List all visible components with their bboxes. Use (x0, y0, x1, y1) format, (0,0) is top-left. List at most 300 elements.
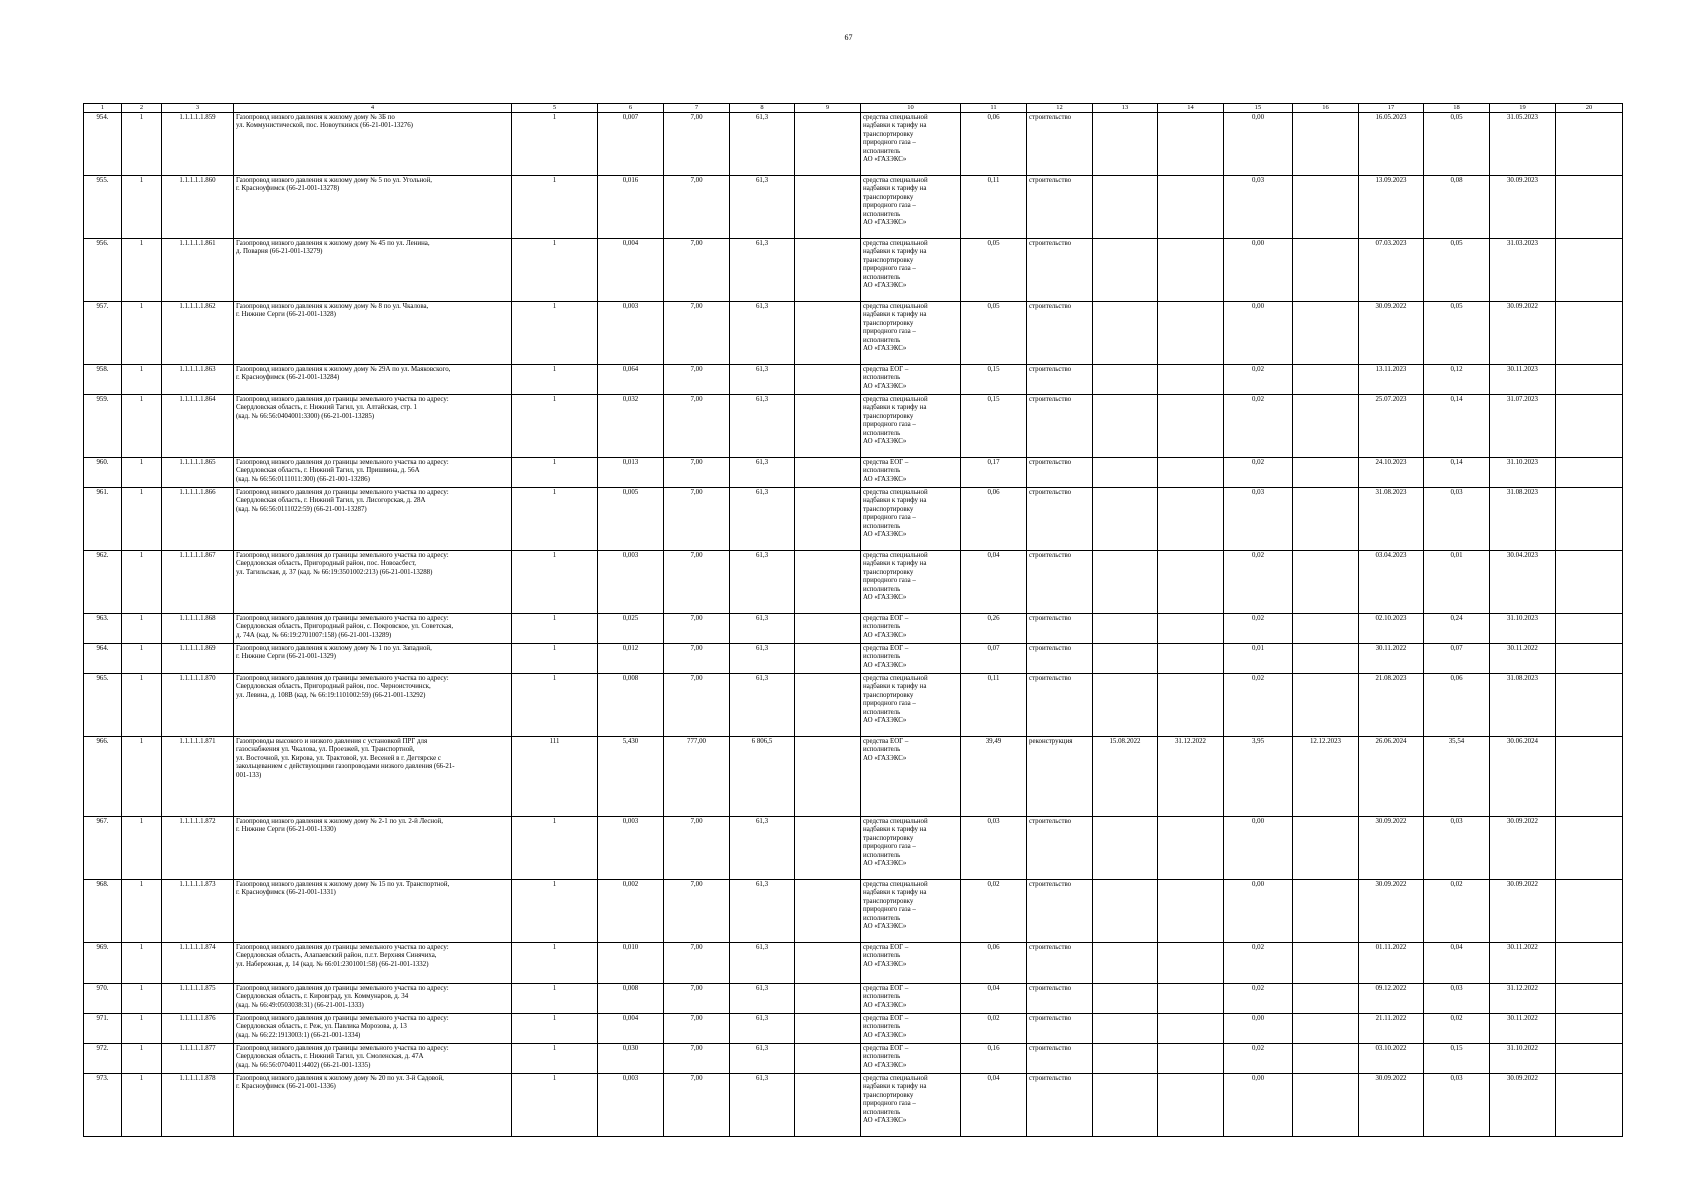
cell-col14 (1158, 551, 1224, 614)
cell-col19: 30.09.2022 (1490, 817, 1556, 880)
cell-col19: 31.08.2023 (1490, 488, 1556, 551)
cell-col16: 12.12.2023 (1293, 737, 1359, 817)
cell-col15: 3,95 (1224, 737, 1293, 817)
table-row (84, 817, 1623, 880)
cell-col14 (1158, 1014, 1224, 1044)
column-header: 1 (84, 104, 122, 113)
cell-col16 (1293, 551, 1359, 614)
work-type: строительство (1027, 880, 1093, 943)
cell-col17: 02.10.2023 (1359, 614, 1424, 644)
table-row (84, 458, 1623, 488)
column-header: 17 (1359, 104, 1424, 113)
cell-col19: 30.09.2022 (1490, 880, 1556, 943)
cell-col6: 0,003 (598, 302, 664, 365)
cell-col15: 0,02 (1224, 943, 1293, 984)
cell-col8: 61,3 (730, 395, 795, 458)
object-code: 1.1.1.1.1.862 (162, 302, 234, 365)
cell-col16 (1293, 984, 1359, 1014)
cell-col13 (1093, 551, 1158, 614)
cell-col6: 0,003 (598, 551, 664, 614)
row-number: 959. (84, 395, 122, 458)
cell-col7: 7,00 (664, 644, 730, 674)
cell-col5: 1 (512, 176, 598, 239)
cell-col19: 31.07.2023 (1490, 395, 1556, 458)
cell-col19: 30.09.2022 (1490, 1074, 1556, 1137)
cell-col5: 1 (512, 644, 598, 674)
cell-col15: 0,02 (1224, 984, 1293, 1014)
cell-col16 (1293, 113, 1359, 176)
column-header: 2 (122, 104, 162, 113)
funding-source: средства ЕОГ – исполнитель АО «ГАЗЭКС» (861, 365, 961, 395)
cell-col14 (1158, 644, 1224, 674)
header-row (84, 104, 1623, 113)
object-name: Газопровод низкого давления к жилому дому № 1 по ул. Западной, г. Нижние Серги (66-21-001-1329) (234, 644, 512, 674)
cell-col17: 03.04.2023 (1359, 551, 1424, 614)
cell-col9 (795, 614, 861, 644)
cell-col11: 0,04 (961, 551, 1027, 614)
object-code: 1.1.1.1.1.863 (162, 365, 234, 395)
cell-col8: 61,3 (730, 458, 795, 488)
cell-col5: 1 (512, 458, 598, 488)
cell-col17: 25.07.2023 (1359, 395, 1424, 458)
row-number: 961. (84, 488, 122, 551)
funding-source: средства ЕОГ – исполнитель АО «ГАЗЭКС» (861, 1014, 961, 1044)
cell-col18: 0,03 (1424, 984, 1490, 1014)
cell-col17: 13.11.2023 (1359, 365, 1424, 395)
row-number: 956. (84, 239, 122, 302)
column-header: 11 (961, 104, 1027, 113)
object-code: 1.1.1.1.1.861 (162, 239, 234, 302)
funding-source: средства специальной надбавки к тарифу на транспортировку природного газа – исполнитель АО «ГАЗЭКС» (861, 488, 961, 551)
cell-col19: 31.12.2022 (1490, 984, 1556, 1014)
cell-col14 (1158, 674, 1224, 737)
table-row (84, 113, 1623, 176)
cell-col13 (1093, 1014, 1158, 1044)
cell-col8: 61,3 (730, 176, 795, 239)
cell-col5: 1 (512, 239, 598, 302)
work-type: строительство (1027, 614, 1093, 644)
cell-col14 (1158, 614, 1224, 644)
cell-col7: 7,00 (664, 113, 730, 176)
work-type: строительство (1027, 113, 1093, 176)
object-name: Газопровод низкого давления к жилому дому № 3Б по ул. Коммунистической, пос. Новоуткинск (66-21-001-13276) (234, 113, 512, 176)
funding-source: средства специальной надбавки к тарифу на транспортировку природного газа – исполнитель АО «ГАЗЭКС» (861, 817, 961, 880)
work-type: строительство (1027, 984, 1093, 1014)
cell-col11: 0,02 (961, 880, 1027, 943)
cell-col19: 31.05.2023 (1490, 113, 1556, 176)
cell-col7: 7,00 (664, 395, 730, 458)
work-type: строительство (1027, 943, 1093, 984)
cell-col18: 0,15 (1424, 1044, 1490, 1074)
cell-col8: 61,3 (730, 113, 795, 176)
cell-col5: 1 (512, 984, 598, 1014)
row-number: 955. (84, 176, 122, 239)
cell-col9 (795, 395, 861, 458)
cell-col18: 0,12 (1424, 365, 1490, 395)
cell-col11: 0,02 (961, 1014, 1027, 1044)
cell-col9 (795, 1014, 861, 1044)
object-name: Газопровод низкого давления к жилому дому № 20 по ул. 3-й Садовой, г. Красноуфимск (66-21-001-1336) (234, 1074, 512, 1137)
work-type: строительство (1027, 302, 1093, 365)
cell-col11: 39,49 (961, 737, 1027, 817)
cell-col16 (1293, 1014, 1359, 1044)
cell-col15: 0,00 (1224, 1074, 1293, 1137)
object-name: Газопровод низкого давления до границы земельного участка по адресу: Свердловская область, г. Нижний Тагил, ул. Алтайская, стр. 1 (кад. № 66:56:0404001:3300) (66-21-001-13285) (234, 395, 512, 458)
cell-col7: 7,00 (664, 880, 730, 943)
cell-col9 (795, 239, 861, 302)
cell-col9 (795, 113, 861, 176)
cell-col5: 1 (512, 1014, 598, 1044)
cell-col2: 1 (122, 737, 162, 817)
work-type: строительство (1027, 395, 1093, 458)
column-header: 15 (1224, 104, 1293, 113)
cell-col11: 0,11 (961, 176, 1027, 239)
cell-col20 (1556, 984, 1623, 1014)
row-number: 958. (84, 365, 122, 395)
cell-col9 (795, 458, 861, 488)
cell-col18: 0,05 (1424, 302, 1490, 365)
row-number: 971. (84, 1014, 122, 1044)
cell-col9 (795, 302, 861, 365)
row-number: 954. (84, 113, 122, 176)
cell-col20 (1556, 176, 1623, 239)
cell-col20 (1556, 551, 1623, 614)
investment-program-table (83, 103, 1623, 1137)
cell-col2: 1 (122, 943, 162, 984)
cell-col8: 61,3 (730, 984, 795, 1014)
cell-col7: 7,00 (664, 302, 730, 365)
column-header: 20 (1556, 104, 1623, 113)
cell-col2: 1 (122, 1044, 162, 1074)
cell-col18: 0,02 (1424, 1014, 1490, 1044)
cell-col8: 61,3 (730, 488, 795, 551)
object-code: 1.1.1.1.1.859 (162, 113, 234, 176)
table-row (84, 614, 1623, 644)
table-row (84, 1074, 1623, 1137)
cell-col7: 7,00 (664, 458, 730, 488)
table-body (84, 113, 1623, 1137)
cell-col18: 35,54 (1424, 737, 1490, 817)
table-row (84, 302, 1623, 365)
cell-col5: 1 (512, 488, 598, 551)
cell-col18: 0,08 (1424, 176, 1490, 239)
work-type: строительство (1027, 644, 1093, 674)
cell-col2: 1 (122, 551, 162, 614)
cell-col17: 30.09.2022 (1359, 1074, 1424, 1137)
cell-col17: 26.06.2024 (1359, 737, 1424, 817)
cell-col20 (1556, 737, 1623, 817)
cell-col18: 0,03 (1424, 488, 1490, 551)
cell-col5: 1 (512, 551, 598, 614)
funding-source: средства специальной надбавки к тарифу на транспортировку природного газа – исполнитель АО «ГАЗЭКС» (861, 674, 961, 737)
cell-col9 (795, 984, 861, 1014)
table-row (84, 365, 1623, 395)
cell-col19: 30.09.2023 (1490, 176, 1556, 239)
table-row (84, 239, 1623, 302)
cell-col13 (1093, 302, 1158, 365)
cell-col19: 30.11.2022 (1490, 1014, 1556, 1044)
cell-col13 (1093, 644, 1158, 674)
table-row (84, 674, 1623, 737)
cell-col16 (1293, 614, 1359, 644)
object-code: 1.1.1.1.1.871 (162, 737, 234, 817)
cell-col20 (1556, 1014, 1623, 1044)
table-row (84, 880, 1623, 943)
cell-col6: 0,032 (598, 395, 664, 458)
cell-col14 (1158, 113, 1224, 176)
cell-col6: 0,008 (598, 674, 664, 737)
cell-col7: 7,00 (664, 1044, 730, 1074)
cell-col6: 0,012 (598, 644, 664, 674)
cell-col5: 1 (512, 880, 598, 943)
cell-col16 (1293, 943, 1359, 984)
cell-col9 (795, 817, 861, 880)
column-header: 7 (664, 104, 730, 113)
cell-col14 (1158, 984, 1224, 1014)
cell-col11: 0,05 (961, 302, 1027, 365)
cell-col14 (1158, 458, 1224, 488)
cell-col18: 0,01 (1424, 551, 1490, 614)
row-number: 972. (84, 1044, 122, 1074)
cell-col2: 1 (122, 984, 162, 1014)
cell-col18: 0,05 (1424, 113, 1490, 176)
cell-col17: 31.08.2023 (1359, 488, 1424, 551)
cell-col19: 30.04.2023 (1490, 551, 1556, 614)
cell-col16 (1293, 395, 1359, 458)
funding-source: средства ЕОГ – исполнитель АО «ГАЗЭКС» (861, 458, 961, 488)
object-name: Газопровод низкого давления до границы земельного участка по адресу: Свердловская область, Пригородный район, пос. Черноисточинск, ул. Левина, д. 108В (кад. № 66:19:1101002:59) (66-21-001-13292) (234, 674, 512, 737)
cell-col16 (1293, 365, 1359, 395)
cell-col19: 31.10.2023 (1490, 614, 1556, 644)
object-code: 1.1.1.1.1.876 (162, 1014, 234, 1044)
cell-col2: 1 (122, 395, 162, 458)
object-name: Газопровод низкого давления до границы земельного участка по адресу: Свердловская область, Алапаевский район, п.г.т. Верхняя Синячиха, ул. Набережная, д. 14 (кад. № 66:01:2301001:58) (66-21-001-1332) (234, 943, 512, 984)
work-type: реконструкция (1027, 737, 1093, 817)
funding-source: средства ЕОГ – исполнитель АО «ГАЗЭКС» (861, 943, 961, 984)
cell-col9 (795, 737, 861, 817)
cell-col6: 0,002 (598, 880, 664, 943)
cell-col15: 0,00 (1224, 880, 1293, 943)
row-number: 968. (84, 880, 122, 943)
cell-col17: 30.09.2022 (1359, 880, 1424, 943)
cell-col6: 0,007 (598, 113, 664, 176)
cell-col15: 0,02 (1224, 551, 1293, 614)
cell-col19: 30.11.2022 (1490, 644, 1556, 674)
cell-col7: 7,00 (664, 943, 730, 984)
cell-col20 (1556, 113, 1623, 176)
cell-col11: 0,07 (961, 644, 1027, 674)
cell-col13 (1093, 674, 1158, 737)
cell-col2: 1 (122, 239, 162, 302)
cell-col19: 31.08.2023 (1490, 674, 1556, 737)
cell-col6: 0,003 (598, 1074, 664, 1137)
row-number: 970. (84, 984, 122, 1014)
cell-col2: 1 (122, 1014, 162, 1044)
row-number: 973. (84, 1074, 122, 1137)
object-name: Газопровод низкого давления до границы земельного участка по адресу: Свердловская область, г. Кировград, ул. Коммунаров, д. 34 (кад. № 66:49:0503038:31) (66-21-001-1333) (234, 984, 512, 1014)
cell-col8: 61,3 (730, 551, 795, 614)
cell-col15: 0,02 (1224, 1044, 1293, 1074)
cell-col7: 7,00 (664, 984, 730, 1014)
cell-col2: 1 (122, 488, 162, 551)
cell-col15: 0,03 (1224, 488, 1293, 551)
cell-col20 (1556, 943, 1623, 984)
cell-col11: 0,03 (961, 817, 1027, 880)
cell-col16 (1293, 880, 1359, 943)
cell-col15: 0,00 (1224, 113, 1293, 176)
cell-col2: 1 (122, 176, 162, 239)
cell-col17: 03.10.2022 (1359, 1044, 1424, 1074)
cell-col11: 0,17 (961, 458, 1027, 488)
cell-col8: 61,3 (730, 614, 795, 644)
funding-source: средства ЕОГ – исполнитель АО «ГАЗЭКС» (861, 614, 961, 644)
cell-col16 (1293, 644, 1359, 674)
cell-col9 (795, 674, 861, 737)
cell-col20 (1556, 365, 1623, 395)
table-row (84, 551, 1623, 614)
cell-col14 (1158, 943, 1224, 984)
cell-col20 (1556, 674, 1623, 737)
cell-col17: 16.05.2023 (1359, 113, 1424, 176)
cell-col11: 0,04 (961, 984, 1027, 1014)
cell-col8: 61,3 (730, 817, 795, 880)
column-header: 18 (1424, 104, 1490, 113)
funding-source: средства специальной надбавки к тарифу на транспортировку природного газа – исполнитель АО «ГАЗЭКС» (861, 302, 961, 365)
cell-col17: 24.10.2023 (1359, 458, 1424, 488)
row-number: 963. (84, 614, 122, 644)
funding-source: средства специальной надбавки к тарифу на транспортировку природного газа – исполнитель АО «ГАЗЭКС» (861, 1074, 961, 1137)
cell-col19: 31.03.2023 (1490, 239, 1556, 302)
row-number: 960. (84, 458, 122, 488)
cell-col17: 13.09.2023 (1359, 176, 1424, 239)
cell-col15: 0,02 (1224, 365, 1293, 395)
table-row (84, 943, 1623, 984)
cell-col2: 1 (122, 644, 162, 674)
object-name: Газопровод низкого давления к жилому дому № 5 по ул. Угольной, г. Красноуфимск (66-21-001-13278) (234, 176, 512, 239)
cell-col8: 6 806,5 (730, 737, 795, 817)
cell-col17: 21.11.2022 (1359, 1014, 1424, 1044)
object-code: 1.1.1.1.1.864 (162, 395, 234, 458)
object-name: Газопровод низкого давления к жилому дому № 45 по ул. Ленина, д. Поварня (66-21-001-13279) (234, 239, 512, 302)
cell-col18: 0,14 (1424, 395, 1490, 458)
funding-source: средства ЕОГ – исполнитель АО «ГАЗЭКС» (861, 644, 961, 674)
cell-col2: 1 (122, 1074, 162, 1137)
cell-col2: 1 (122, 458, 162, 488)
cell-col2: 1 (122, 674, 162, 737)
cell-col9 (795, 488, 861, 551)
cell-col11: 0,15 (961, 365, 1027, 395)
row-number: 966. (84, 737, 122, 817)
cell-col5: 111 (512, 737, 598, 817)
work-type: строительство (1027, 1044, 1093, 1074)
cell-col19: 30.11.2023 (1490, 365, 1556, 395)
cell-col20 (1556, 880, 1623, 943)
cell-col19: 30.11.2022 (1490, 943, 1556, 984)
cell-col9 (795, 176, 861, 239)
funding-source: средства специальной надбавки к тарифу на транспортировку природного газа – исполнитель АО «ГАЗЭКС» (861, 880, 961, 943)
column-header: 8 (730, 104, 795, 113)
cell-col15: 0,02 (1224, 614, 1293, 644)
column-header: 12 (1027, 104, 1093, 113)
cell-col16 (1293, 458, 1359, 488)
cell-col16 (1293, 488, 1359, 551)
cell-col11: 0,11 (961, 674, 1027, 737)
cell-col2: 1 (122, 817, 162, 880)
cell-col11: 0,06 (961, 113, 1027, 176)
cell-col6: 0,013 (598, 458, 664, 488)
object-code: 1.1.1.1.1.870 (162, 674, 234, 737)
cell-col9 (795, 1044, 861, 1074)
column-header: 3 (162, 104, 234, 113)
cell-col17: 21.08.2023 (1359, 674, 1424, 737)
cell-col13 (1093, 176, 1158, 239)
object-code: 1.1.1.1.1.875 (162, 984, 234, 1014)
cell-col5: 1 (512, 113, 598, 176)
work-type: строительство (1027, 176, 1093, 239)
object-code: 1.1.1.1.1.868 (162, 614, 234, 644)
cell-col9 (795, 365, 861, 395)
column-header: 6 (598, 104, 664, 113)
cell-col17: 01.11.2022 (1359, 943, 1424, 984)
work-type: строительство (1027, 239, 1093, 302)
row-number: 965. (84, 674, 122, 737)
funding-source: средства специальной надбавки к тарифу на транспортировку природного газа – исполнитель АО «ГАЗЭКС» (861, 551, 961, 614)
cell-col16 (1293, 1074, 1359, 1137)
cell-col11: 0,15 (961, 395, 1027, 458)
cell-col11: 0,26 (961, 614, 1027, 644)
cell-col7: 7,00 (664, 488, 730, 551)
cell-col19: 31.10.2023 (1490, 458, 1556, 488)
cell-col8: 61,3 (730, 943, 795, 984)
cell-col5: 1 (512, 395, 598, 458)
cell-col15: 0,00 (1224, 1014, 1293, 1044)
column-header: 5 (512, 104, 598, 113)
cell-col14 (1158, 1044, 1224, 1074)
cell-col9 (795, 644, 861, 674)
row-number: 967. (84, 817, 122, 880)
table-row (84, 1044, 1623, 1074)
cell-col20 (1556, 1074, 1623, 1137)
cell-col13 (1093, 488, 1158, 551)
object-code: 1.1.1.1.1.866 (162, 488, 234, 551)
cell-col8: 61,3 (730, 1074, 795, 1137)
cell-col6: 0,004 (598, 239, 664, 302)
cell-col18: 0,06 (1424, 674, 1490, 737)
cell-col20 (1556, 817, 1623, 880)
object-code: 1.1.1.1.1.869 (162, 644, 234, 674)
column-header: 16 (1293, 104, 1359, 113)
cell-col13 (1093, 239, 1158, 302)
cell-col17: 09.12.2022 (1359, 984, 1424, 1014)
cell-col7: 7,00 (664, 239, 730, 302)
cell-col14 (1158, 880, 1224, 943)
cell-col8: 61,3 (730, 365, 795, 395)
cell-col7: 7,00 (664, 365, 730, 395)
cell-col8: 61,3 (730, 644, 795, 674)
work-type: строительство (1027, 365, 1093, 395)
table-row (84, 488, 1623, 551)
cell-col17: 07.03.2023 (1359, 239, 1424, 302)
object-code: 1.1.1.1.1.878 (162, 1074, 234, 1137)
cell-col15: 0,02 (1224, 674, 1293, 737)
cell-col15: 0,03 (1224, 176, 1293, 239)
cell-col18: 0,24 (1424, 614, 1490, 644)
cell-col13 (1093, 395, 1158, 458)
work-type: строительство (1027, 551, 1093, 614)
object-name: Газопровод низкого давления до границы земельного участка по адресу: Свердловская область, г. Нижний Тагил, ул. Пришвина, д. 56А (кад. № 66:56:0111011:300) (66-21-001-13286) (234, 458, 512, 488)
object-name: Газопроводы высокого и низкого давления с установкой ПРГ для газоснабжения ул. Чкалова, ул. Проезжей, ул. Транспортной, ул. Восточной, ул. Кирова, ул. Трактовой, ул. Весеней в г. Дегтярске с закольцеванием с действующими газопроводами низкого давления (66-21- 001-133) (234, 737, 512, 817)
cell-col17: 30.11.2022 (1359, 644, 1424, 674)
